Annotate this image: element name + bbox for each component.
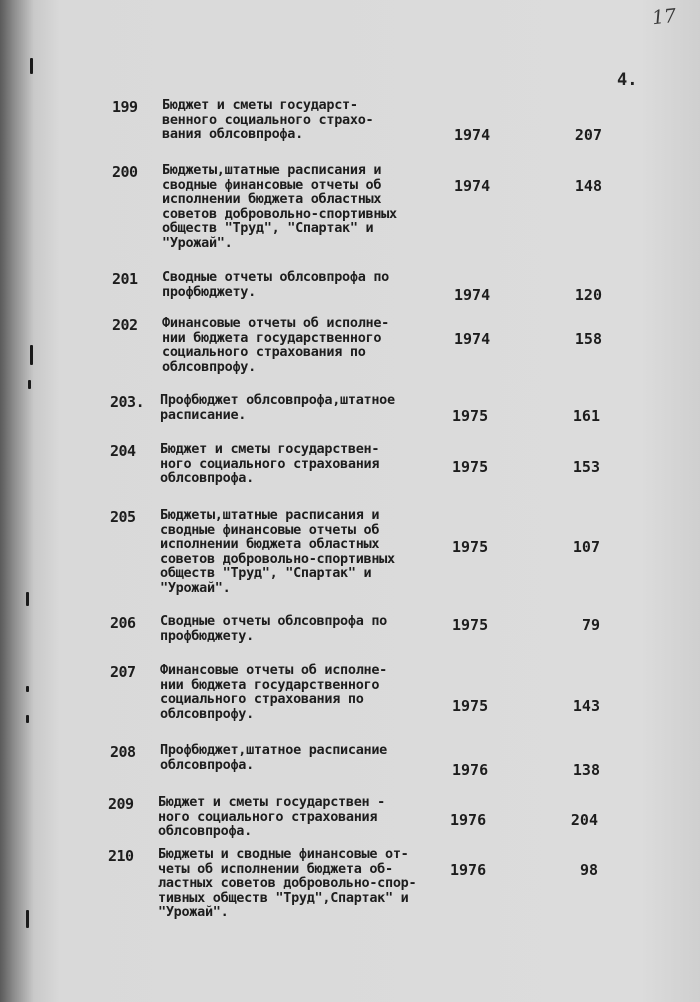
description-line: "Урожай". <box>158 904 229 920</box>
entry-sheet-count: 79 <box>581 616 600 634</box>
description-line: Профбюджет облсовпрофа,штатное <box>160 392 395 408</box>
description-line: Профбюджет,штатное расписание <box>160 742 388 758</box>
entry-year: 1974 <box>454 177 491 195</box>
entry-number: 205 <box>110 508 136 526</box>
description-line: профбюджету. <box>160 627 254 644</box>
entry-description <box>162 163 462 250</box>
description-line: "Урожай". <box>160 579 231 596</box>
description-line: облсовпрофа. <box>160 756 254 773</box>
description-line: социального страхования по <box>162 344 366 360</box>
description-line: Бюджеты,штатные расписания и <box>160 507 380 523</box>
description-line: исполнении бюджета областных <box>162 191 382 207</box>
binding-mark <box>26 686 29 692</box>
entry-sheet-count: 158 <box>574 330 602 348</box>
description-line: тивных обществ "Труд",Спартак" и <box>158 889 409 906</box>
description-line: Сводные отчеты облсовпрофа по <box>160 613 388 629</box>
description-line: профбюджету. <box>162 283 256 300</box>
description-line: Бюджеты и сводные финансовые от- <box>158 846 409 862</box>
binding-mark <box>26 715 29 723</box>
description-line: ного социального страхования <box>158 808 378 825</box>
description-line: социального страхования по <box>160 691 364 707</box>
entry-year: 1974 <box>454 126 491 144</box>
description-line: ластных советов добровольно-спор- <box>158 875 417 891</box>
description-line: обществ "Труд", "Спартак" и <box>160 565 372 581</box>
entry-description <box>162 316 462 374</box>
entry-sheet-count: 207 <box>574 126 602 144</box>
description-line: расписание. <box>160 406 247 423</box>
description-line: сводные финансовые отчеты об <box>160 521 380 538</box>
entry-year: 1975 <box>452 538 489 556</box>
binding-mark <box>26 910 29 928</box>
entry-year: 1976 <box>450 811 487 829</box>
description-line: сводные финансовые отчеты об <box>162 176 382 193</box>
entry-description <box>162 98 462 142</box>
entry-year: 1975 <box>452 407 489 425</box>
page-number: 4. <box>617 70 638 90</box>
description-line: советов добровольно-спортивных <box>160 550 395 567</box>
entry-year: 1975 <box>452 616 489 634</box>
entry-description <box>158 795 458 839</box>
entry-sheet-count: 143 <box>572 697 600 715</box>
entry-description <box>160 508 460 595</box>
description-line: Бюджет и сметы государст- <box>162 97 358 113</box>
entry-sheet-count: 153 <box>572 458 600 476</box>
entry-number: 199 <box>112 98 138 116</box>
description-line: Бюджет и сметы государствен- <box>160 441 380 457</box>
entry-number: 201 <box>112 270 138 288</box>
description-line: исполнении бюджета областных <box>160 536 380 552</box>
entry-number: 209 <box>108 795 134 813</box>
description-line: Финансовые отчеты об исполне- <box>160 662 388 678</box>
entry-number: 210 <box>108 847 134 865</box>
description-line: вания облсовпрофа. <box>162 126 303 142</box>
entry-year: 1974 <box>454 330 491 348</box>
entry-sheet-count: 204 <box>570 811 598 829</box>
description-line: нии бюджета государственного <box>162 329 382 346</box>
description-line: венного социального страхо- <box>162 111 374 128</box>
entry-sheet-count: 107 <box>572 538 600 556</box>
binding-mark <box>26 592 29 606</box>
description-line: ного социального страхования <box>160 455 380 472</box>
entry-description <box>162 270 462 299</box>
entry-number: 204 <box>110 442 136 460</box>
entry-year: 1976 <box>452 761 489 779</box>
description-line: Сводные отчеты облсовпрофа по <box>162 269 390 285</box>
entry-year: 1976 <box>450 861 487 879</box>
description-line: Бюджет и сметы государствен - <box>158 794 386 810</box>
entry-number: 200 <box>112 163 138 181</box>
entry-year: 1975 <box>452 458 489 476</box>
description-line: облсовпрофа. <box>158 823 252 839</box>
entry-sheet-count: 138 <box>572 761 600 779</box>
entry-number: 203. <box>110 393 145 411</box>
description-line: облсовпрофа. <box>160 470 254 486</box>
binding-mark <box>30 58 33 74</box>
entry-number: 206 <box>110 614 136 632</box>
entry-description <box>160 614 460 643</box>
description-line: обществ "Труд", "Спартак" и <box>162 220 374 236</box>
description-line: советов добровольно-спортивных <box>162 205 397 222</box>
entry-description <box>158 847 458 920</box>
entry-sheet-count: 98 <box>579 861 598 879</box>
entry-sheet-count: 161 <box>572 407 600 425</box>
description-line: нии бюджета государственного <box>160 676 380 693</box>
description-line: Бюджеты,штатные расписания и <box>162 162 382 178</box>
entry-year: 1975 <box>452 697 489 715</box>
entry-number: 207 <box>110 663 136 681</box>
entry-description <box>160 743 460 772</box>
entry-description <box>160 663 460 721</box>
entry-year: 1974 <box>454 286 491 304</box>
entry-sheet-count: 148 <box>574 177 602 195</box>
binding-mark <box>28 380 31 389</box>
entry-sheet-count: 120 <box>574 286 602 304</box>
description-line: "Урожай". <box>162 234 233 251</box>
entry-number: 202 <box>112 316 138 334</box>
description-line: облсовпрофу. <box>162 358 256 375</box>
description-line: облсовпрофу. <box>160 705 254 722</box>
entry-description <box>160 393 460 422</box>
binding-mark <box>30 345 33 365</box>
entry-description <box>160 442 460 486</box>
handwritten-page-mark: 17 <box>650 4 678 30</box>
entry-number: 208 <box>110 743 136 761</box>
description-line: четы об исполнении бюджета об- <box>158 860 393 877</box>
description-line: Финансовые отчеты об исполне- <box>162 315 390 331</box>
